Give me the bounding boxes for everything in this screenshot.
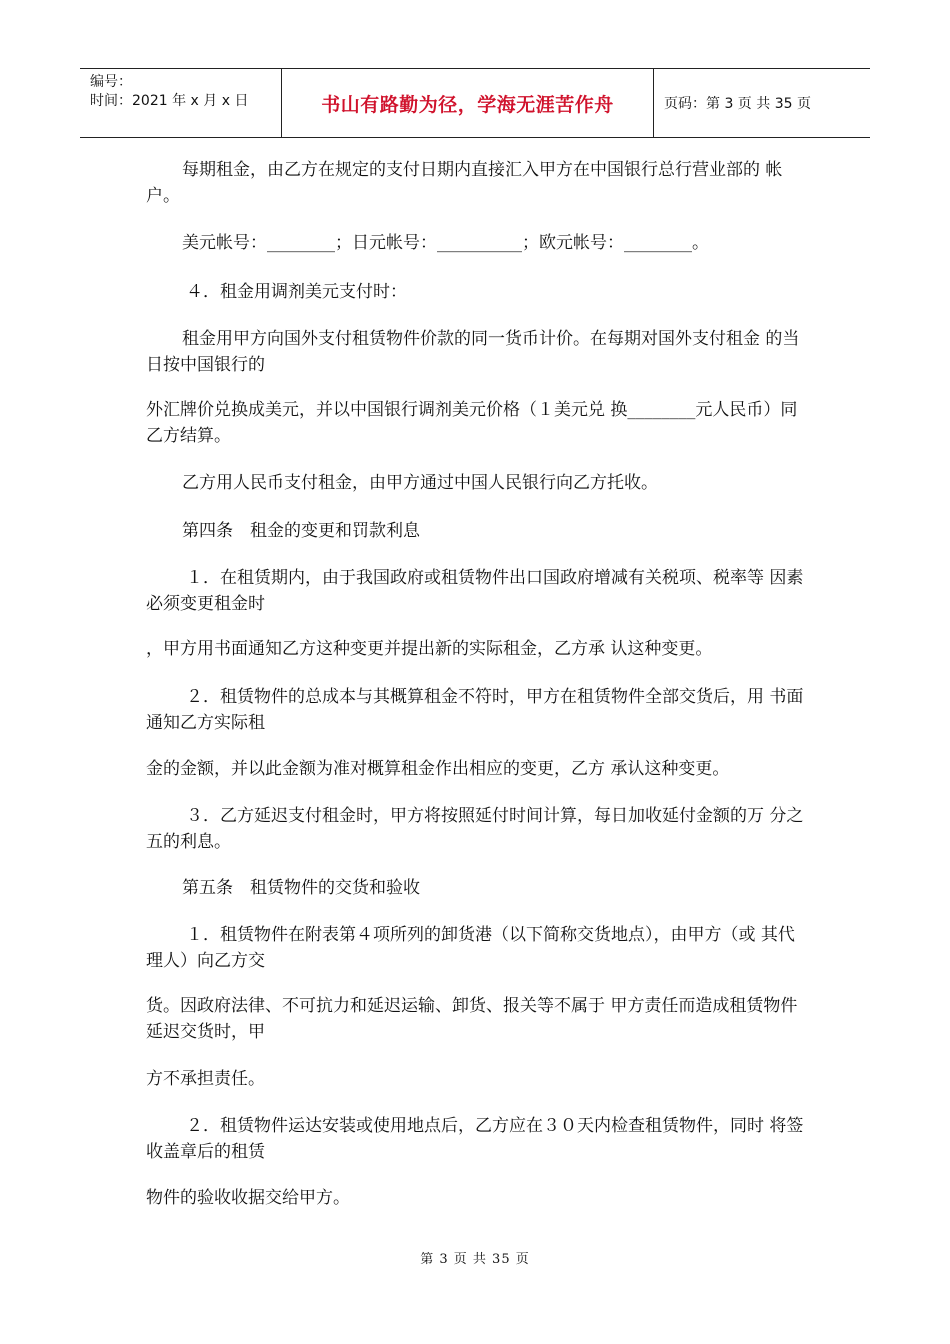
page-footer: 第 3 页 共 35 页 <box>420 1252 530 1267</box>
paragraph-clause-4-1: １．在租赁期内，由于我国政府或租赁物件出口国政府增减有关税项、税率等 因素必须变更租金时 <box>146 568 804 614</box>
paragraph-clause-4-2: ２．租赁物件的总成本与其概算租金不符时，甲方在租赁物件全部交货后，用 书面通知乙方实际租 <box>146 687 804 733</box>
paragraph-payment: 每期租金，由乙方在规定的支付日期内直接汇入甲方在中国银行总行营业部的 帐户。 <box>146 160 783 206</box>
paragraph-item-4: ４．租金用调剂美元支付时： <box>186 282 407 302</box>
header-page-info: 页码：第 3 页 共 35 页 <box>664 96 811 112</box>
time-label: 时间：2021 年 x 月 x 日 <box>90 93 249 109</box>
header-meta <box>80 69 282 137</box>
paragraph-exchange: 外汇牌价兑换成美元，并以中国银行调剂美元价格（１美元兑 换________元人民币）同乙方结算。 <box>146 400 798 446</box>
paragraph-currency: 租金用甲方向国外支付租赁物件价款的同一货币计价。在每期对国外支付租金 的当日按中国银行的 <box>146 329 800 375</box>
paragraph-clause-5-1-cont: 货。因政府法律、不可抗力和延迟运输、卸货、报关等不属于 甲方责任而造成租赁物件延迟交货时，甲 <box>146 996 798 1042</box>
page-header <box>80 68 870 138</box>
paragraph-rmb: 乙方用人民币支付租金，由甲方通过中国人民银行向乙方托收。 <box>182 473 658 493</box>
paragraph-clause-5-2: ２．租赁物件运达安装或使用地点后，乙方应在３０天内检查租赁物件，同时 将签收盖章后的租赁 <box>146 1116 804 1162</box>
code-label: 编号： <box>90 74 132 90</box>
paragraph-clause-4-1-cont: ，甲方用书面通知乙方这种变更并提出新的实际租金，乙方承 认这种变更。 <box>146 639 713 659</box>
paragraph-clause-4-2-cont: 金的金额，并以此金额为准对概算租金作出相应的变更，乙方 承认这种变更。 <box>146 759 730 779</box>
section-heading-4: 第四条 租金的变更和罚款利息 <box>182 521 420 541</box>
section-heading-5: 第五条 租赁物件的交货和验收 <box>182 878 420 898</box>
paragraph-clause-5-2-cont: 物件的验收收据交给甲方。 <box>146 1188 350 1208</box>
paragraph-clause-5-1: １．租赁物件在附表第４项所列的卸货港（以下简称交货地点），由甲方（或 其代理人）向乙方交 <box>146 925 795 971</box>
paragraph-clause-4-3: ３．乙方延迟支付租金时，甲方将按照延付时间计算，每日加收延付金额的万 分之五的利息。 <box>146 806 804 852</box>
paragraph-accounts: 美元帐号：________；日元帐号：__________；欧元帐号：________。 <box>182 233 709 253</box>
header-motto: 书山有路勤为径，学海无涯苦作舟 <box>282 69 654 137</box>
paragraph-clause-5-1-end: 方不承担责任。 <box>146 1069 265 1089</box>
